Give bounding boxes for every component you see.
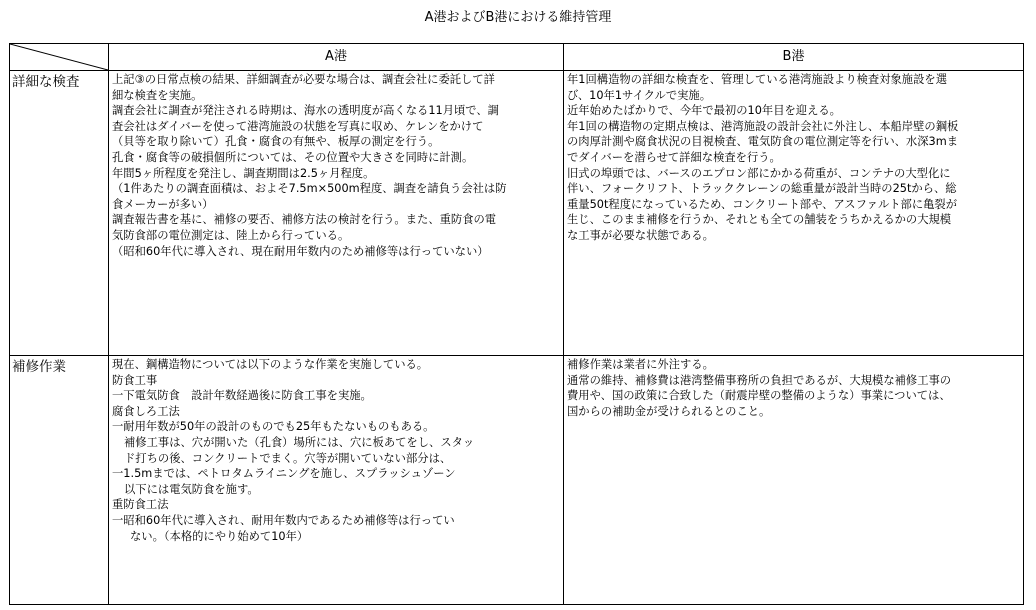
corner-cell <box>10 44 109 71</box>
cell-text-line: 調査会社に調査が発注される時期は、海水の透明度が高くなる11月頃で、調 <box>112 104 499 118</box>
cell-text-line: ド打ちの後、コンクリートでまく。穴等が開いていない部分は、 <box>124 451 452 465</box>
cell-text-line: 年1回の構造物の定期点検は、港湾施設の設計会社に外注し、本船岸壁の鋼板 <box>567 119 959 133</box>
cell-repair-b <box>564 356 1024 605</box>
cell-text-line: び、10年1サイクルで実施。 <box>567 88 712 102</box>
cell-text-line: 細な検査を実施。 <box>112 88 203 102</box>
cell-text-line: の肉厚計測や腐食状況の目視検査、電気防食の電位測定等を行い、水深3mま <box>567 135 958 149</box>
cell-text-line: 補修工事は、穴が開いた（孔食）場所には、穴に板あてをし、スタッ <box>124 435 475 449</box>
cell-text-line: 年間5ヶ所程度を発注し、調査期間は2.5ヶ月程度。 <box>112 166 375 180</box>
cell-text-line: 以下には電気防食を施す。 <box>124 482 259 496</box>
document-title: A港およびB港における維持管理 <box>424 10 612 25</box>
cell-text-line: 一下電気防食 設計年数経過後に防食工事を実施。 <box>112 389 372 403</box>
cell-repair-a <box>109 356 564 605</box>
cell-text-line: 孔食・腐食等の破損個所については、その位置や大きさを同時に計測。 <box>112 150 474 164</box>
cell-text-line: 近年始めたばかりで、今年で最初の10年目を迎える。 <box>567 104 841 118</box>
cell-text-line: （1件あたりの調査面積は、およそ7.5m×500m程度、調査を請負う会社は防 <box>112 182 507 196</box>
cell-text-line: （昭和60年代に導入され、現在耐用年数内のため補修等は行っていない） <box>112 244 489 258</box>
cell-text-line: 伴い、フォークリフト、トラッククレーンの総重量が設計当時の25tから、総 <box>567 182 957 196</box>
cell-text-line: 重量50t程度になっているため、コンクリート部や、アスファルト部に亀裂が <box>567 197 958 211</box>
cell-text-line: 食メーカーが多い） <box>112 197 214 211</box>
cell-text-line: 費用や、国の政策に合致した（耐震岸壁の整備のような）事業については、 <box>567 389 951 403</box>
row-header-inspection: 詳細な検査 <box>10 71 109 356</box>
diagonal-line <box>10 44 108 70</box>
cell-text-line: 重防食工法 <box>112 498 169 512</box>
cell-text-line: 一1.5mまでは、ペトロタムライニングを施し、スプラッシュゾーン <box>112 467 456 481</box>
column-header-a: A港 <box>109 44 564 71</box>
cell-text-line: 調査報告書を基に、補修の要否、補修方法の検討を行う。また、重防食の電 <box>112 213 497 227</box>
maintenance-table <box>9 43 1024 605</box>
cell-inspection-b <box>564 71 1024 356</box>
row-header-repair: 補修作業 <box>10 356 109 605</box>
cell-text-line: 気防食部の電位測定は、陸上から行っている。 <box>112 228 350 242</box>
cell-text-line: 国からの補助金が受けられるとのこと。 <box>567 404 771 418</box>
cell-text-line: 通常の維持、補修費は港湾整備事務所の負担であるが、大規模な補修工事の <box>567 373 952 387</box>
cell-text-line: ない。（本格的にやり始めて10年） <box>130 529 309 543</box>
cell-text-line: でダイバーを潜らせて詳細な検査を行う。 <box>567 150 781 164</box>
cell-text-line: 査会社はダイバーを使って港湾施設の状態を写真に収め、ケレンをかけて <box>112 119 484 133</box>
cell-inspection-a <box>109 71 564 356</box>
cell-text-line: 補修作業は業者に外注する。 <box>567 358 714 371</box>
cell-text-line: 一耐用年数が50年の設計のものでも25年もたないものもある。 <box>112 420 435 434</box>
cell-text-line: 旧式の埠頭では、バースのエプロン部にかかる荷重が、コンテナの大型化に <box>567 166 951 180</box>
cell-text-line: 腐食しろ工法 <box>112 404 180 418</box>
cell-text-line: 現在、鋼構造物については以下のような作業を実施している。 <box>112 358 429 371</box>
cell-text-line: 年1回構造物の詳細な検査を、管理している港湾施設より検査対象施設を選 <box>567 73 947 86</box>
cell-text-line: 防食工事 <box>112 373 158 387</box>
cell-text-line: な工事が必要な状態である。 <box>567 228 714 242</box>
cell-text-line: 上記③の日常点検の結果、詳細調査が必要な場合は、調査会社に委託して詳 <box>112 73 495 86</box>
cell-text-line: 一昭和60年代に導入され、耐用年数内であるため補修等は行ってい <box>112 513 455 527</box>
cell-text-line: （貝等を取り除いて）孔食・腐食の有無や、板厚の測定を行う。 <box>112 135 440 149</box>
column-header-b: B港 <box>564 44 1024 71</box>
cell-text-line: 生じ、このまま補修を行うか、それとも全ての舗装をうちかえるかの大規模 <box>567 213 952 227</box>
